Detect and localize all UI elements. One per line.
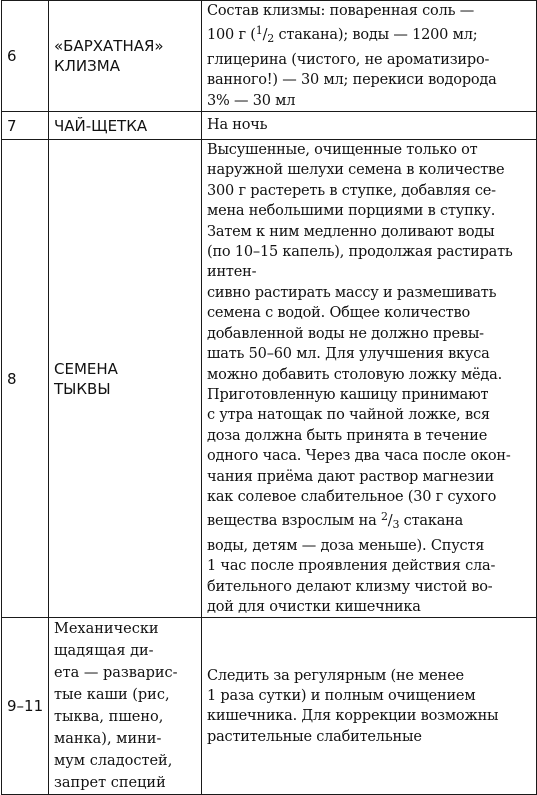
procedure-name: «БАРХАТНАЯ» КЛИЗМА (49, 1, 202, 112)
table-row (2, 618, 537, 795)
procedure-description: На ночь (202, 112, 537, 140)
row-number: 8 (2, 140, 49, 618)
fraction-numerator: 1 (255, 24, 263, 38)
procedure-name: Механически щадящая ди- ета — разварис- тые каши (рис, тыква, пшено, манка), мини- мум сладостей, запрет специй (49, 618, 202, 795)
fraction-denominator: 3 (392, 518, 400, 532)
procedure-table (1, 0, 537, 795)
procedure-description: Следить за регулярным (не менее 1 раза сутки) и полным очищением кишечника. Для коррекции возможны растительные слабительные (202, 618, 537, 795)
fraction-denominator: 2 (267, 32, 275, 46)
description-text: Состав клизмы: поваренная соль — 100 г ( (207, 3, 475, 44)
row-number: 6 (2, 1, 49, 112)
table-row (2, 140, 537, 618)
fraction-slash: / (387, 513, 393, 530)
procedure-description (202, 140, 537, 618)
row-number: 9–11 (2, 618, 49, 795)
procedure-description (202, 1, 537, 112)
fraction-slash: / (262, 27, 268, 44)
description-text: стакана); воды — 1200 мл; глицерина (чистого, не ароматизиро- ванного!) — 30 мл; перекиси водорода 3% — 30 мл (207, 27, 497, 109)
row-number: 7 (2, 112, 49, 140)
table-row (2, 1, 537, 112)
procedure-name: СЕМЕНА ТЫКВЫ (49, 140, 202, 618)
procedure-name: ЧАЙ-ЩЕТКА (49, 112, 202, 140)
description-text: стакана воды, детям — доза меньше). Спустя 1 час после проявления действия сла- бительного делают клизму чистой во- дой для очистки кишечника (207, 513, 496, 615)
table-row (2, 112, 537, 140)
fraction-numerator: 2 (380, 510, 388, 524)
description-text: Высушенные, очищенные только от наружной шелухи семена в количестве 300 г растереть в ступке, добавляя се- мена небольшими порциями в ступку. Затем к ним медленно доливают воды (по 10–15 капель), продолжая растирать интен- сивно растирать массу и размешивать семена с водой. Общее количество добавленной воды не должно превы- шать 50–60 мл. Для улучшения вкуса можно добавить столовую ложку мёда. Приготовленную кашицу принимают с утра натощак по чайной ложке, вся доза должна быть принята в течение одного часа. Через два часа после окон- чания приёма дают раствор магнезии как солевое слабительное (30 г сухого вещества взрослым на (207, 142, 513, 530)
